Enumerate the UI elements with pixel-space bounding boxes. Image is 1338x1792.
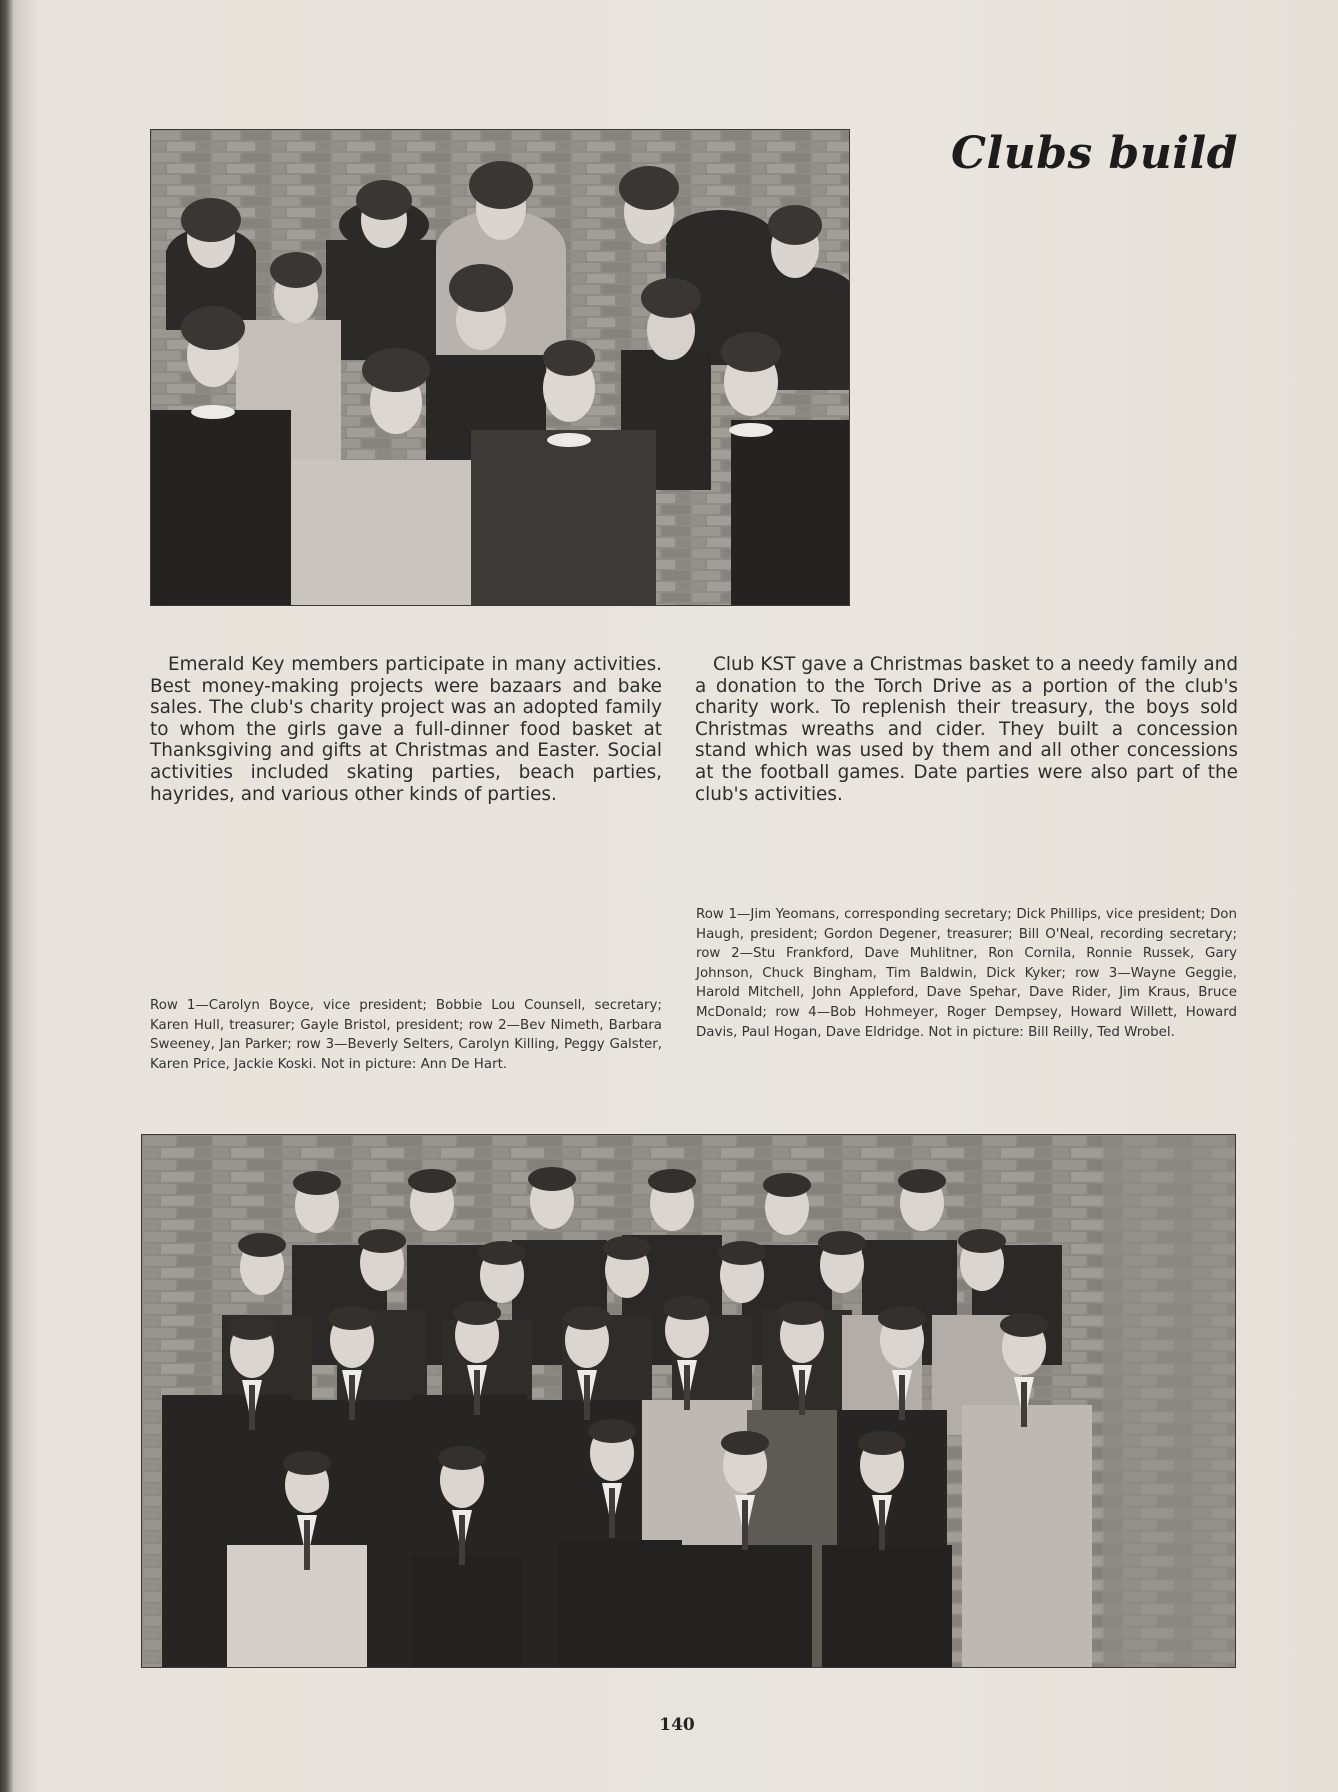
emerald-key-group-photo — [151, 130, 849, 605]
club-kst-photo-drawing — [142, 1135, 1235, 1667]
emerald-key-text: Emerald Key members participate in many activities. Best money-making projects were bazaars and bake sales. The club's charity project was an adopted family to whom the girls gave a full-dinner food basket at Thanksgiving and gifts at Christmas and Easter. Social activities included skating parties, beach parties, hayrides, and various other kinds of parties. — [150, 654, 662, 805]
emerald-key-caption: Row 1—Carolyn Boyce, vice president; Bobbie Lou Counsell, secretary; Karen Hull, treasurer; Gayle Bristol, president; row 2—Bev Nimeth, Barbara Sweeney, Jan Parker; row 3—Beverly Selters, Carolyn Killing, Peggy Galster, Karen Price, Jackie Koski. Not in picture: Ann De Hart. — [150, 998, 662, 1072]
club-kst-caption: Row 1—Jim Yeomans, corresponding secretary; Dick Phillips, vice president; Don Haugh, president; Gordon Degener, treasurer; Bill O'Neal, recording secretary; row 2—Stu Frankford, Dave Muhlitner, Ron Cornila, Ronnie Russek, Gary Johnson, Chuck Bingham, Tim Baldwin, Dick Kyker; row 3—Wayne Geggie, Harold Mitchell, John Appleford, Dave Spehar, Dave Rider, Jim Kraus, Bruce McDonald; row 4—Bob Hohmeyer, Roger Dempsey, Howard Willett, Howard Davis, Paul Hogan, Dave Eldridge. Not in picture: Bill Reilly, Ted Wrobel. — [696, 907, 1237, 1040]
club-kst-group-photo — [142, 1135, 1235, 1667]
emerald-key-photo-drawing — [151, 130, 849, 605]
page-title: Clubs build — [950, 128, 1238, 179]
club-kst-text: Club KST gave a Christmas basket to a needy family and a donation to the Torch Drive as a portion of the club's charity work. To replenish their treasury, the boys sold Christmas wreaths and cider. They built a concession stand which was used by them and all other concessions at the football games. Date parties were also part of the club's activities. — [695, 654, 1238, 805]
page-number: 140 — [659, 1715, 695, 1735]
